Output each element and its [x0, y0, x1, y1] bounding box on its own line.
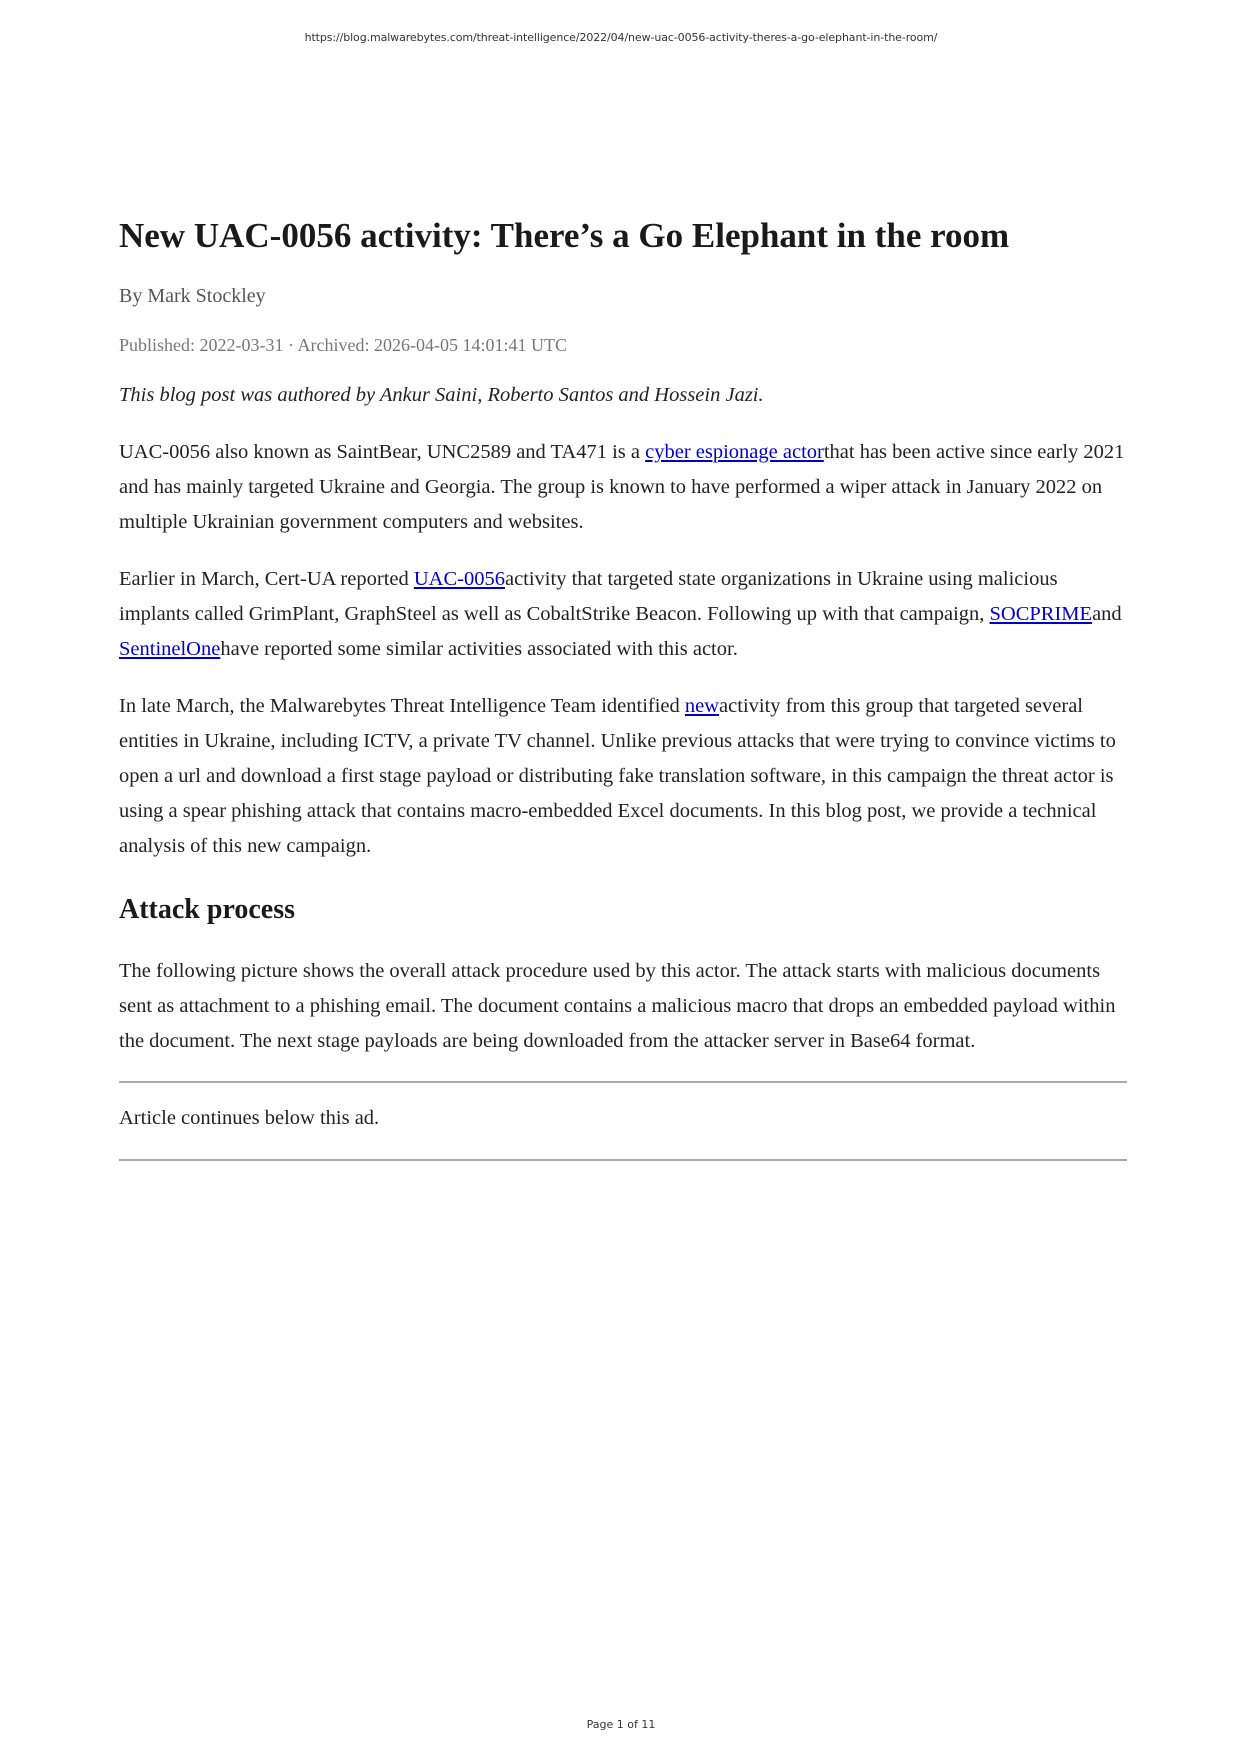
- paragraph-1-text-after: that has been active since early 2021 and has mainly targeted Ukraine and Georgia. The group is known to have performed a wiper attack in January 2022 on multiple Ukrainian government computers and websites.: [119, 441, 1125, 533]
- paragraph-2: [119, 562, 1127, 667]
- cyber-espionage-actor-link[interactable]: cyber espionage actor: [645, 441, 824, 463]
- paragraph-4: The following picture shows the overall attack procedure used by this actor. The attack starts with malicious documents sent as attachment to a phishing email. The document contains a malicious macro that drops an embedded payload within the document. The next stage payloads are being downloaded from the attacker server in Base64 format.: [119, 960, 1116, 1052]
- socprime-link[interactable]: SOCPRIME: [989, 603, 1093, 625]
- new-activity-link[interactable]: new: [684, 695, 720, 717]
- article-title: New UAC-0056 activity: There’s a Go Elephant in the room: [119, 216, 1010, 255]
- page-number: Page 1 of 11: [586, 1718, 656, 1731]
- article: [119, 208, 1127, 1161]
- paragraph-2-text-before: Earlier in March, Cert-UA reported: [119, 568, 414, 590]
- paragraph-3-text-after: activity from this group that targeted several entities in Ukraine, including ICTV, a private TV channel. Unlike previous attacks that were trying to convince victims to open a url and download a first stage payload or distributing fake translation software, in this campaign the threat actor is using a spear phishing attack that contains macro-embedded Excel documents. In this blog post, we provide a technical analysis of this new campaign.: [119, 695, 1116, 857]
- paragraph-1-text-before: UAC-0056 also known as SaintBear, UNC2589 and TA471 is a: [119, 441, 646, 463]
- authors-note: This blog post was authored by Ankur Saini, Roberto Santos and Hossein Jazi.: [119, 384, 764, 406]
- ad-notice-text: Article continues below this ad.: [119, 1107, 380, 1129]
- paragraph-2-text-middle-1: activity that targeted state organizations in Ukraine using malicious implants called GrimPlant, GraphSteel as well as CobaltStrike Beacon. Following up with that campaign,: [119, 568, 1058, 625]
- paragraph-3-text-before: In late March, the Malwarebytes Threat Intelligence Team identified: [119, 695, 685, 717]
- uac-0056-link[interactable]: UAC-0056: [413, 568, 505, 590]
- article-meta: Published: 2022-03-31 · Archived: 2026-04-05 14:01:41 UTC: [119, 335, 567, 355]
- paragraph-2-text-middle-2: and: [1092, 603, 1122, 625]
- page-url-header: https://blog.malwarebytes.com/threat-intelligence/2022/04/new-uac-0056-activity-theres-a-go-elephant-in-the-room/: [304, 31, 938, 44]
- section-heading-attack-process: Attack process: [119, 894, 296, 925]
- paragraph-3: [119, 689, 1127, 864]
- article-byline: By Mark Stockley: [119, 285, 266, 307]
- paragraph-2-text-after: have reported some similar activities associated with this actor.: [220, 638, 738, 660]
- sentinelone-link[interactable]: SentinelOne: [119, 638, 221, 660]
- paragraph-1: [119, 435, 1127, 540]
- ad-notice-box: [119, 1081, 1127, 1161]
